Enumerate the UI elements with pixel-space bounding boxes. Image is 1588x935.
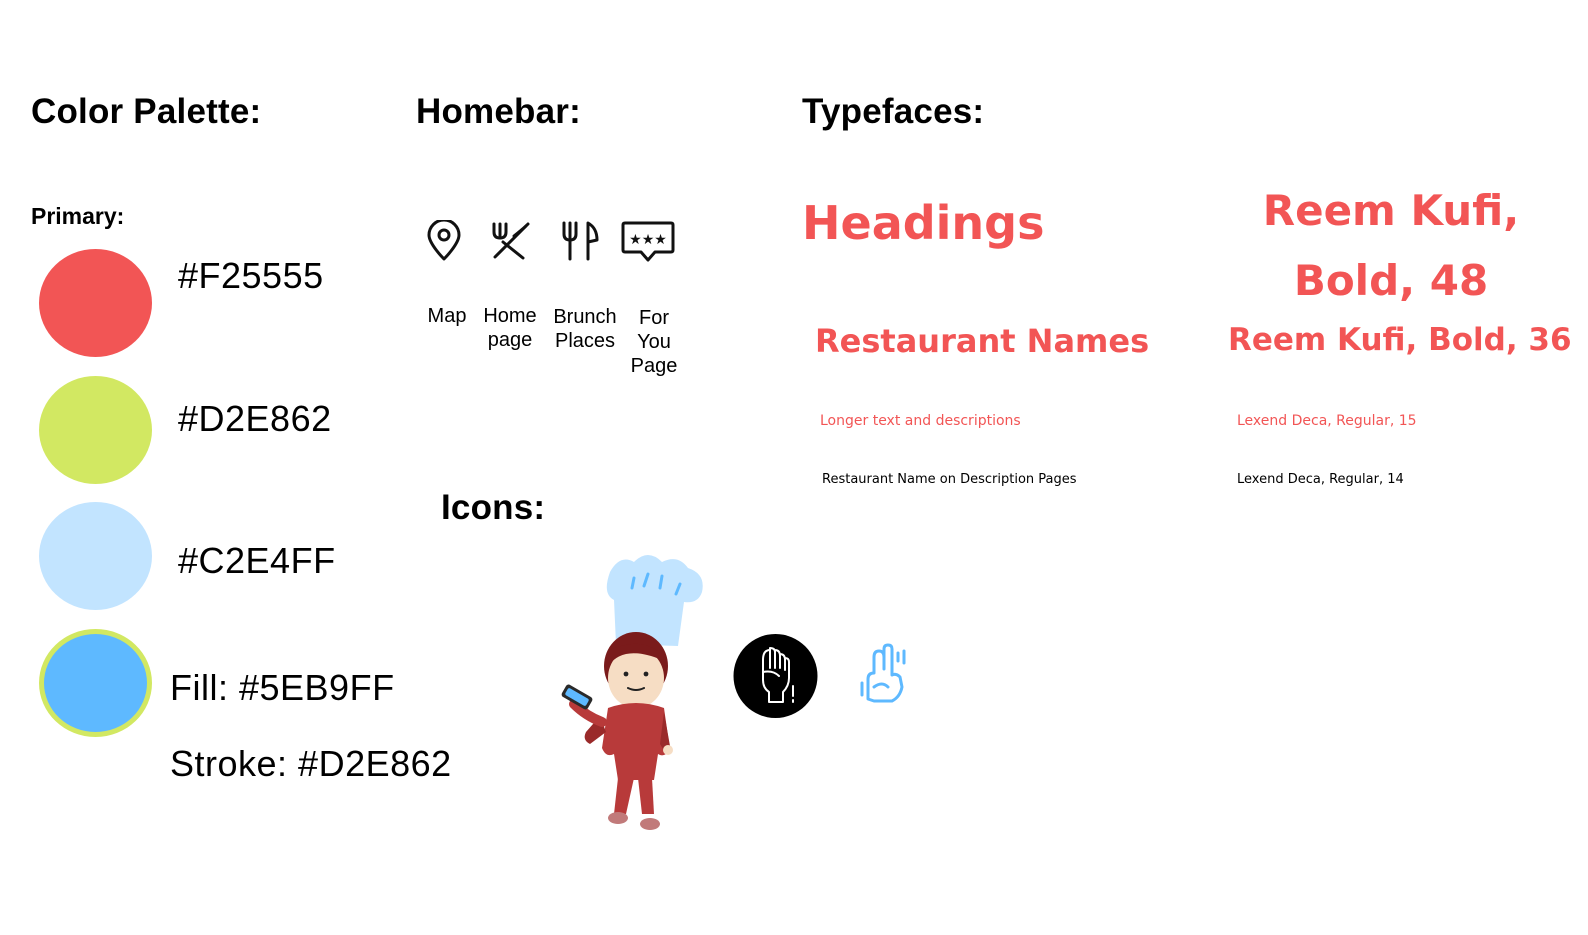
- longer-text-sample: Longer text and descriptions: [820, 413, 1021, 429]
- swatch-stroke-label: Stroke: #D2E862: [170, 743, 452, 784]
- homebar-label-brunch: Brunch Places: [553, 306, 617, 352]
- raised-fist-icon: [733, 634, 818, 723]
- chef-illustration-icon: [556, 548, 708, 839]
- description-name-spec: Lexend Deca, Regular, 14: [1237, 472, 1404, 487]
- svg-text:★★★: ★★★: [629, 232, 667, 248]
- restaurant-names-spec: Reem Kufi, Bold, 36: [1228, 322, 1572, 358]
- map-pin-icon[interactable]: [425, 220, 463, 267]
- swatch-light-blue: [39, 502, 152, 610]
- swatch-light-blue-label: #C2E4FF: [178, 540, 336, 581]
- rating-bubble-icon[interactable]: [621, 220, 675, 269]
- utensils-crossed-icon[interactable]: [490, 220, 532, 267]
- swatch-green: [39, 376, 152, 484]
- headings-sample: Headings: [802, 196, 1045, 250]
- homebar-label-map: Map: [427, 305, 467, 327]
- typefaces-title: Typefaces:: [802, 92, 985, 131]
- swatch-green-label: #D2E862: [178, 398, 332, 439]
- description-name-sample: Restaurant Name on Description Pages: [822, 472, 1077, 487]
- primary-label: Primary:: [31, 203, 125, 229]
- homebar-label-foryou: For You Page: [630, 307, 678, 377]
- homebar-title: Homebar:: [416, 92, 581, 131]
- homebar-label-homepage: Home page: [483, 305, 537, 351]
- swatch-red: [39, 249, 152, 357]
- hand-gesture-icon: [858, 643, 910, 710]
- longer-text-spec: Lexend Deca, Regular, 15: [1237, 413, 1417, 429]
- fork-knife-icon[interactable]: [560, 220, 600, 267]
- restaurant-names-sample: Restaurant Names: [815, 322, 1150, 360]
- swatch-blue-stroked: [39, 629, 152, 737]
- swatch-fill-label: Fill: #5EB9FF: [170, 667, 395, 708]
- headings-spec: Reem Kufi, Bold, 48: [1262, 186, 1520, 305]
- icons-title: Icons:: [441, 488, 546, 527]
- swatch-red-label: #F25555: [178, 255, 324, 296]
- color-palette-title: Color Palette:: [31, 92, 262, 131]
